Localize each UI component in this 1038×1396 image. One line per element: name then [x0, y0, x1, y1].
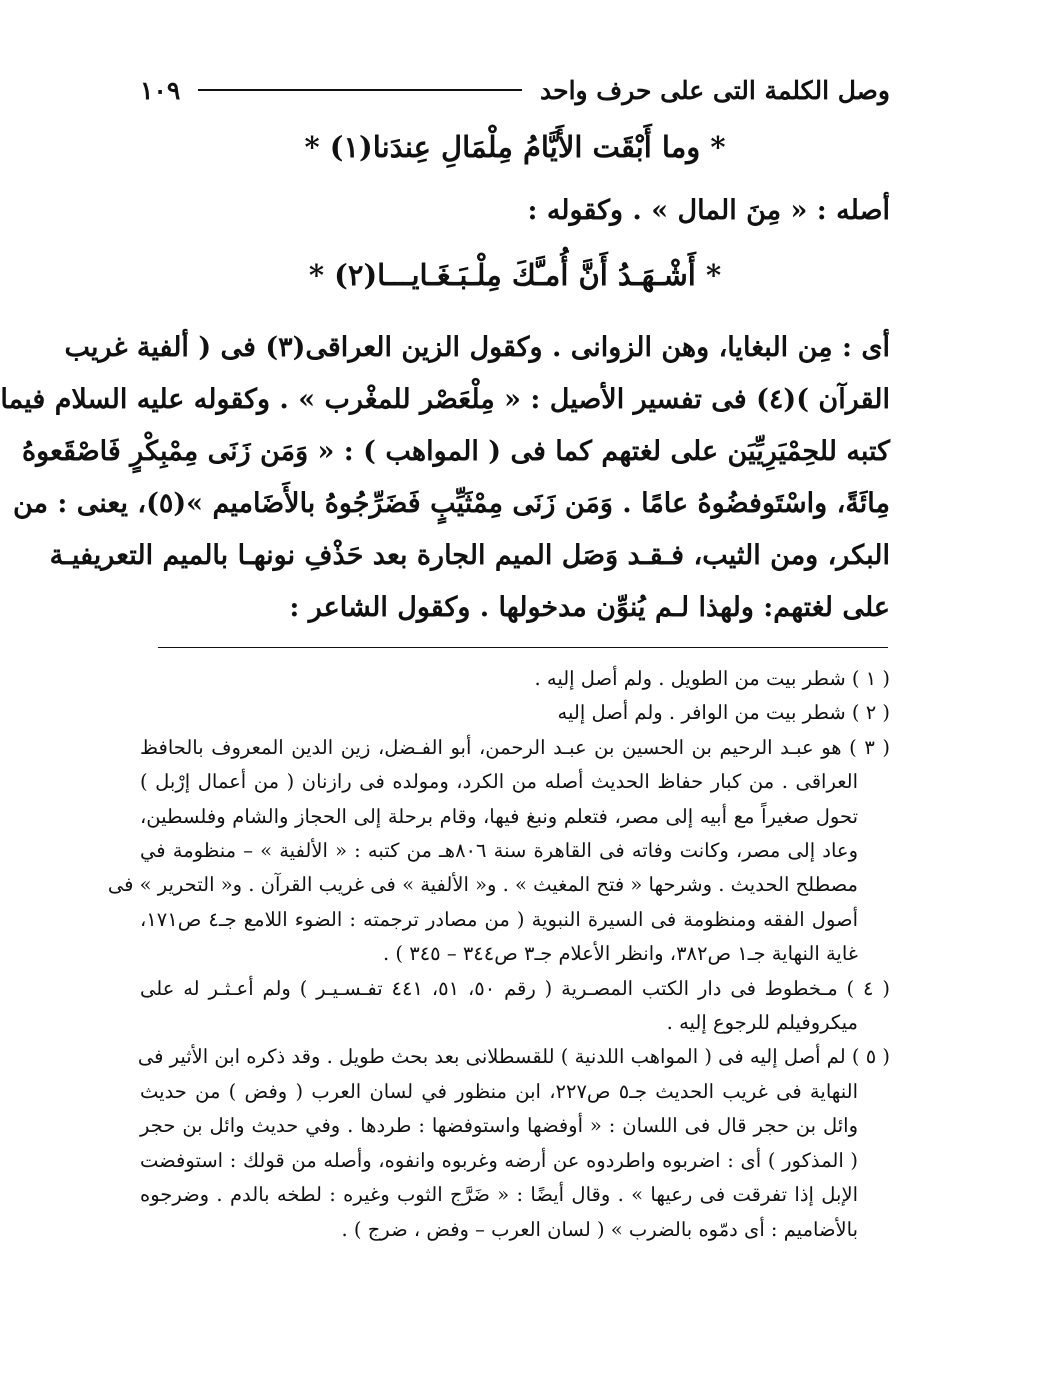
footnote-line: بالأضاميم : أى دمّوه بالضرب » ( لسان العرب – وفض ، ضرج ) . — [341, 1217, 858, 1241]
footnote-1 — [140, 662, 890, 696]
explanation-line: أصله : « مِنَ المال » . وكقوله : — [527, 195, 890, 226]
body-line: أى : مِن البغايا، وهن الزوانى . وكقول الزين العراقى(٣) فى ( ألفية غريب — [64, 332, 890, 363]
main-paragraph — [0, 322, 890, 634]
footnotes — [107, 662, 891, 1247]
footnote-separator — [158, 647, 888, 648]
footnote-line: ( المذكور ) أى : اضربوه واطردوه عن أرضه وغربوه وانفوه، وأصله من قولك : استوفضت — [140, 1148, 858, 1172]
footnote-4 — [140, 972, 890, 1041]
body-line: كتبه للحِمْيَرِيِّيَن على لغتهم كما فى ( المواهب ) : « وَمَن زَنَى مِمْبِكْرٍ فَاصْقَعوهُ — [21, 436, 890, 467]
footnote-line: ( ٥ ) لم أصل إليه فى ( المواهب اللدنية ) للقسطلانى بعد بحث طويل . وقد ذكره ابن الأثير فى — [137, 1045, 890, 1069]
running-title: وصل الكلمة التى على حرف واحد — [540, 75, 890, 105]
page-header — [140, 70, 890, 110]
footnote-line: العراقى . من كبار حفاظ الحديث أصله من الكرد، ومولده فى رازنان ( من أعمال إرْبل ) — [140, 770, 858, 794]
footnote-line: غاية النهاية جـ١ ص٣٨٢، وانظر الأعلام جـ٣ ص٣٤٤ – ٣٤٥ ) . — [383, 942, 858, 966]
footnote-line: وعاد إلى مصر، وكانت وفاته فى القاهرة سنة ٨٠٦هـ من كتبه : « الألفية » – منظومة في — [140, 839, 858, 863]
footnote-line: أصول الفقه ومنظومة فى السيرة النبوية ( من مصادر ترجمته : الضوء اللامع جـ٤ ص١٧١، — [140, 907, 858, 931]
footnote-5 — [137, 1040, 890, 1246]
footnote-line: ( ٣ ) هو عبـد الرحيم بن الحسين بن عبـد الرحمن، أبو الفـضل، زين الدين المعروف بالحافظ — [140, 735, 891, 759]
header-rule — [198, 89, 522, 91]
footnote-3 — [107, 731, 891, 972]
footnote-line: مصطلح الحديث . وشرحها « فتح المغيث » . و« الألفية » فى غريب القرآن . و« التحرير » فى — [107, 873, 858, 897]
body-line: على لغتهم: ولهذا لـم يُنوِّن مدخولها . وكقول الشاعر : — [289, 592, 890, 623]
body-line: مِائَةً، واسْتَوفضُوهُ عامًا . وَمَن زَنَى مِمْثَيِّبٍ فَضَرِّجُوهُ بالأَضَاميم »(٥)، يعنى : من — [13, 488, 890, 519]
footnote-line: ( ٤ ) مـخطوط فى دار الكتب المصـرية ( رقم ٥٠، ٥١، ٤٤١ تفـسـيـر ) ولم أعـثـر له على — [140, 976, 890, 1000]
footnote-line: وائل بن حجر قال فى اللسان : « أوفضها واستوفضها : طردها . وفي حديث وائل بن حجر — [140, 1114, 858, 1138]
footnote-line: الإبل إذا تفرقت فى رعيها » . وقال أيضًا : « ضَرَّج الثوب وغيره : لطخه بالدم . وضرجوه — [140, 1183, 858, 1207]
page-number: ١٠٩ — [140, 75, 181, 105]
verse-1: * وما أَبْقَت الأَيَّامُ مِلْمَالِ عِندَنا(١) * — [304, 130, 726, 164]
body-line: البكر، ومن الثيب، فـقـد وَصَل الميم الجارة بعد حَذْفِ نونهـا بالميم التعريفيـة — [49, 540, 890, 571]
footnote-line: ميكروفيلم للرجوع إليه . — [666, 1011, 858, 1035]
footnote-line: ( ١ ) شطر بيت من الطويل . ولم أصل إليه . — [534, 667, 890, 690]
body-line: القرآن )(٤) فى تفسير الأصيل : « مِلْعَصْر للمغْرب » . وكقوله عليه السلام فيما — [0, 384, 890, 415]
verse-2: * أَشْـهَـدُ أَنَّ أُمـَّكَ مِلْـبَـغَـايـــا(٢) * — [308, 258, 722, 292]
footnote-line: تحول صغيراً مع أبيه إلى مصر، فتعلم ونبغ فيها، وقام برحلة إلى الحجاز والشام وفلسطين، — [140, 804, 858, 828]
footnote-line: ( ٢ ) شطر بيت من الوافر . ولم أصل إليه — [557, 701, 890, 725]
footnote-line: النهاية فى غريب الحديث جـ٥ ص٢٢٧، ابن منظور في لسان العرب ( وفض ) من حديث — [140, 1079, 858, 1103]
footnote-2 — [140, 696, 890, 730]
